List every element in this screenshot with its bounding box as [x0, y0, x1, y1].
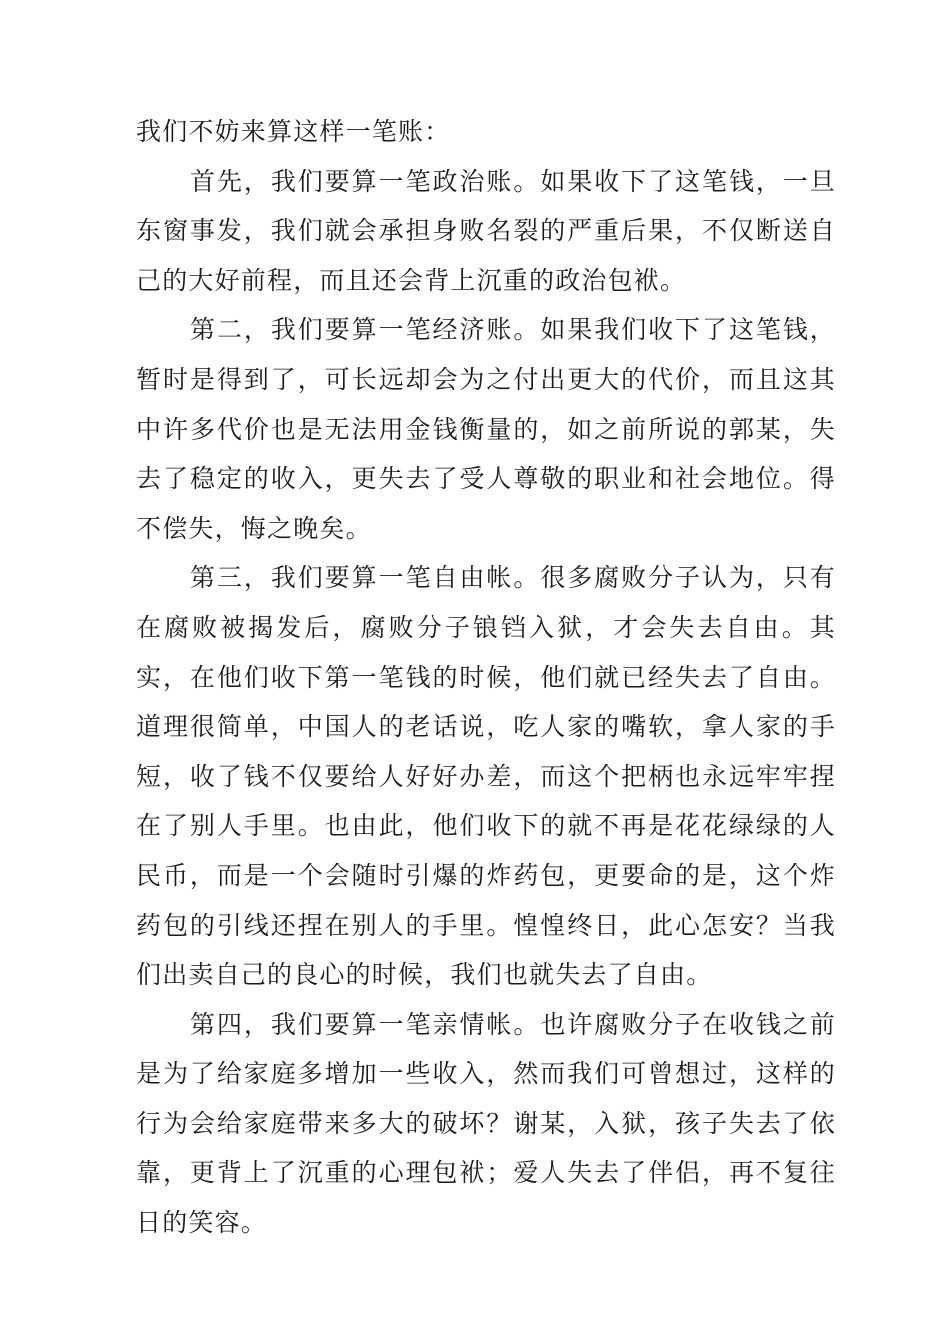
- paragraph-family-account: 第四，我们要算一笔亲情帐。也许腐败分子在收钱之前是为了给家庭多增加一些收入，然而我们可曾想过，这样的行为会给家庭带来多大的破坏？谢某，入狱，孩子失去了依靠，更背上了沉重的心理包袱；爱人失去了伴侣，再不复往日的笑容。: [136, 1009, 836, 1238]
- document-body: [136, 107, 836, 1248]
- paragraph-intro: 我们不妨来算这样一笔账：: [136, 117, 451, 146]
- paragraph-economic-account: 第二，我们要算一笔经济账。如果我们收下了这笔钱，暂时是得到了，可长远却会为之付出更大的代价，而且这其中许多代价也是无法用金钱衡量的，如之前所说的郭某，失去了稳定的收入，更失去了受人尊敬的职业和社会地位。得不偿失，悔之晚矣。: [136, 315, 836, 543]
- paragraph-freedom-account: 第三，我们要算一笔自由帐。很多腐败分子认为，只有在腐败被揭发后，腐败分子锒铛入狱，才会失去自由。其实，在他们收下第一笔钱的时候，他们就已经失去了自由。道理很简单，中国人的老话说，吃人家的嘴软，拿人家的手短，收了钱不仅要给人好好办差，而这个把柄也永远牢牢捏在了别人手里。也由此，他们收下的就不再是花花绿绿的人民币，而是一个会随时引爆的炸药包，更要命的是，这个炸药包的引线还捏在别人的手里。惶惶终日，此心怎安？当我们出卖自己的良心的时候，我们也就失去了自由。: [136, 563, 836, 990]
- paragraph-political-account: 首先，我们要算一笔政治账。如果收下了这笔钱，一旦东窗事发，我们就会承担身败名裂的严重后果，不仅断送自己的大好前程，而且还会背上沉重的政治包袱。: [136, 166, 836, 295]
